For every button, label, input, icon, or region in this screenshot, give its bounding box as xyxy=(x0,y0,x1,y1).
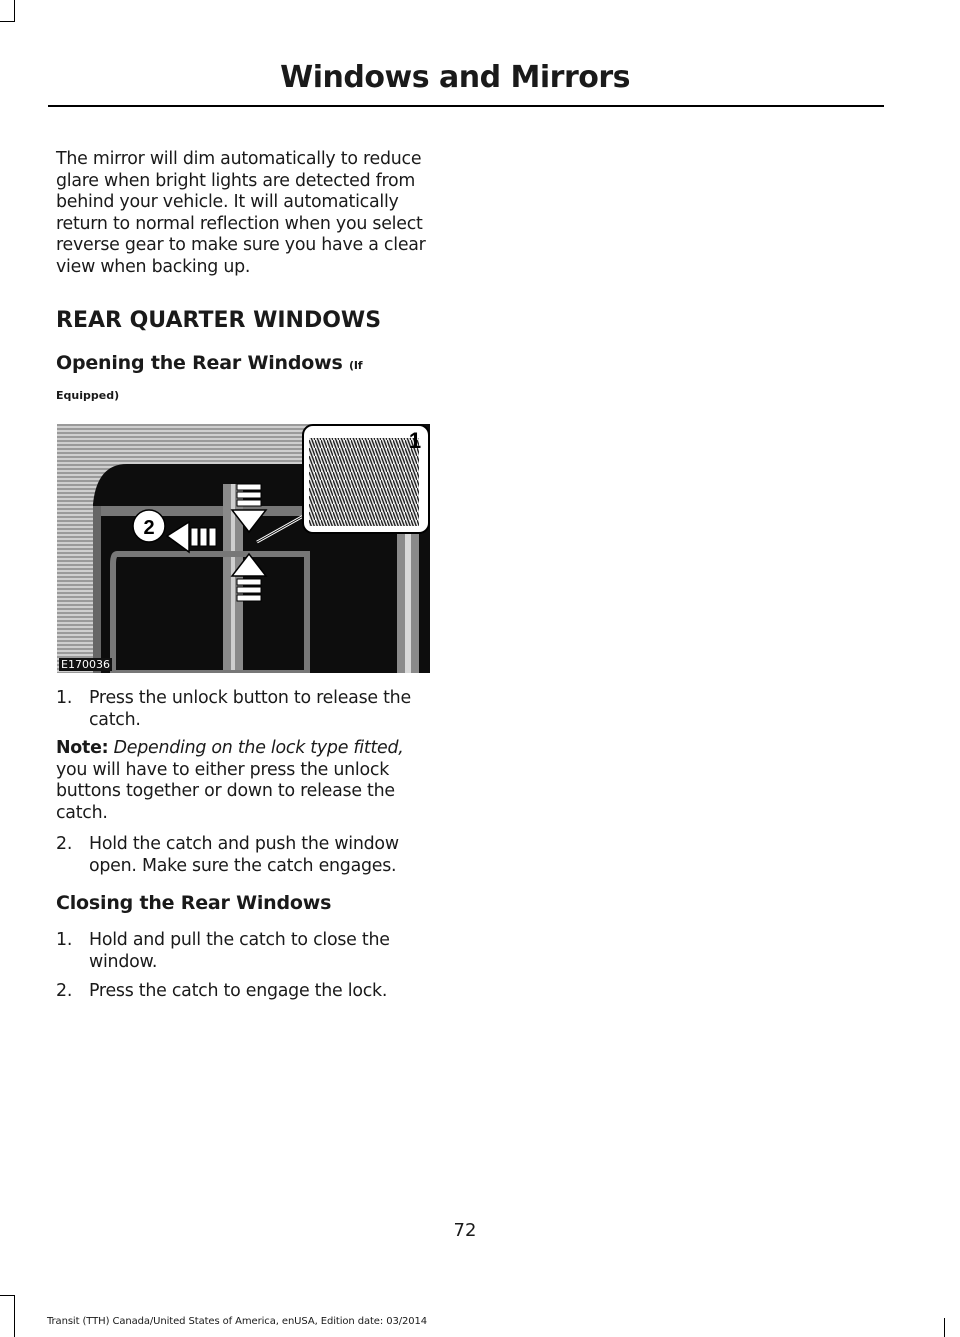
intro-line: reverse gear to make sure you have a clear xyxy=(56,235,426,256)
step-text: Press the unlock button to release the xyxy=(89,688,411,708)
page-header-title: Windows and Mirrors xyxy=(280,60,630,95)
step-text: window. xyxy=(89,951,158,972)
step-number: 1. xyxy=(56,688,73,708)
intro-line: glare when bright lights are detected from xyxy=(56,170,416,191)
closing-step xyxy=(56,930,448,973)
note-text: buttons together or down to release the xyxy=(56,781,395,802)
opening-heading xyxy=(56,352,448,374)
closing-heading: Closing the Rear Windows xyxy=(56,892,332,914)
header-rule xyxy=(48,105,884,107)
crop-mark-bottom-left-h xyxy=(0,1295,15,1296)
intro-line: return to normal reflection when you select xyxy=(56,213,423,234)
step-text: Hold the catch and push the window xyxy=(89,834,399,854)
intro-line: view when backing up. xyxy=(56,256,251,277)
note-text: Depending on the lock type fitted, xyxy=(113,738,404,758)
section-heading: REAR QUARTER WINDOWS xyxy=(56,308,382,333)
step-text: catch. xyxy=(89,709,141,730)
callout-2-label: 2 xyxy=(143,517,155,539)
opening-qualifier-1: (If xyxy=(349,359,363,372)
step-number: 1. xyxy=(56,930,73,950)
opening-heading-text: Opening the Rear Windows xyxy=(56,352,343,374)
intro-paragraph xyxy=(56,149,448,279)
crop-mark-bottom-left-v xyxy=(14,1295,15,1337)
note-text: catch. xyxy=(56,802,108,823)
rear-window-illustration xyxy=(57,424,430,673)
crop-mark-bottom-right-v xyxy=(944,1318,945,1337)
opening-step xyxy=(56,688,448,731)
step-number: 2. xyxy=(56,981,73,1001)
note xyxy=(56,738,448,824)
figure-code: E170036 xyxy=(61,658,110,671)
opening-qualifier-2: Equipped) xyxy=(56,389,120,402)
opening-step xyxy=(56,834,448,877)
footer-edition-text: Transit (TTH) Canada/United States of America, enUSA, Edition date: 03/2014 xyxy=(47,1316,428,1327)
callout-1-label: 1 xyxy=(408,428,422,453)
step-text: Hold and pull the catch to close the xyxy=(89,930,390,950)
callout-1 xyxy=(409,428,421,453)
crop-mark-top-left-v xyxy=(14,0,15,22)
intro-line: The mirror will dim automatically to reduce xyxy=(56,149,422,169)
closing-step xyxy=(56,981,448,1003)
note-label: Note: xyxy=(56,738,109,758)
rear-window-illustration-svg xyxy=(57,424,430,673)
step-text: Press the catch to engage the lock. xyxy=(89,981,388,1001)
step-text: open. Make sure the catch engages. xyxy=(89,855,397,876)
note-text: you will have to either press the unlock xyxy=(56,759,390,780)
callout-2 xyxy=(133,510,165,542)
intro-line: behind your vehicle. It will automatically xyxy=(56,192,399,213)
step-number: 2. xyxy=(56,834,73,854)
crop-mark-top-left-h xyxy=(0,21,15,22)
page-number: 72 xyxy=(453,1220,477,1241)
